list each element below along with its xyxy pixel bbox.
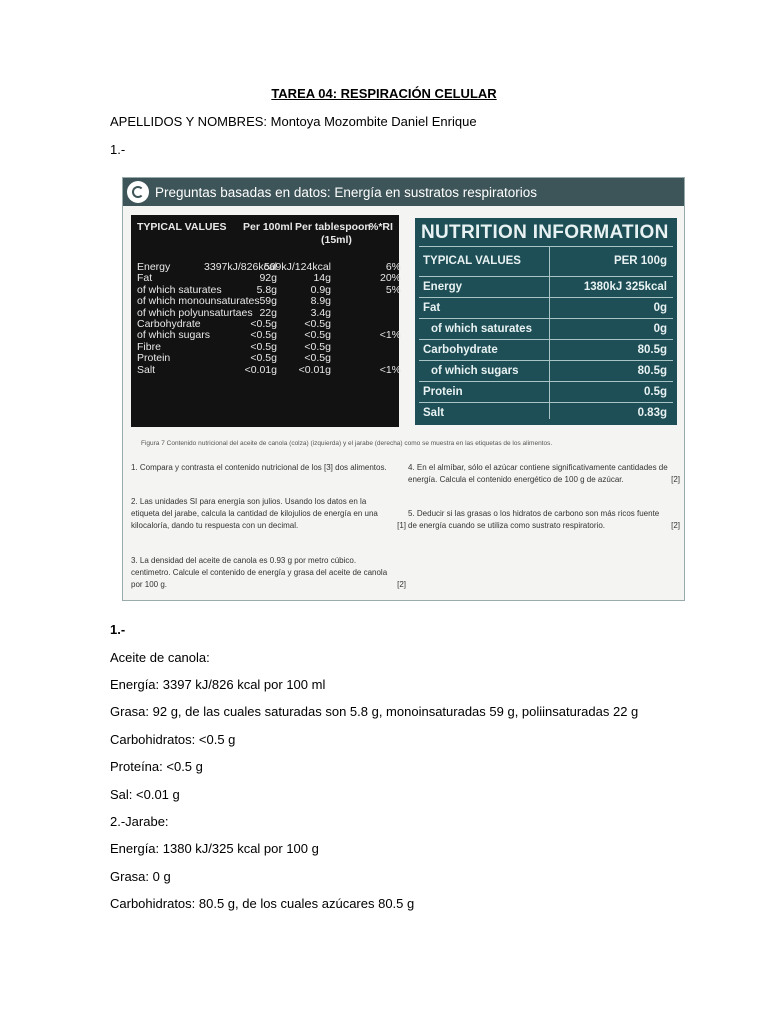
question-5 <box>408 508 680 532</box>
canola-cell: Salt <box>137 363 156 376</box>
syrup-cell-label: Salt <box>423 407 445 419</box>
canola-cell: Fat <box>137 272 153 285</box>
answer-line-2: Energía: 3397 kJ/826 kcal por 100 ml <box>110 677 326 692</box>
question-2 <box>131 496 406 532</box>
canola-cell: 0.9g <box>310 283 331 296</box>
figure-header <box>123 178 684 206</box>
question-4-mark: [2] <box>671 475 680 484</box>
syrup-row <box>419 339 673 361</box>
syrup-cell-value: 80.5g <box>637 365 667 377</box>
answer-line-7: 2.-Jarabe: <box>110 814 169 829</box>
syrup-row <box>419 318 673 340</box>
syrup-header-per-100g: PER 100g <box>613 255 667 267</box>
header-typical-values: TYPICAL VALUES <box>137 221 227 233</box>
canola-cell: 14g <box>313 272 331 285</box>
canola-cell: of which monounsaturates <box>137 295 260 308</box>
canola-cell: 6% <box>385 261 401 273</box>
nutrition-information-title: NUTRITION INFORMATION <box>421 222 669 243</box>
syrup-cell-value: 0g <box>653 323 667 335</box>
chart-icon <box>127 181 149 203</box>
answer-line-5: Proteína: <0.5 g <box>110 759 203 774</box>
answer-line-4: Carbohidratos: <0.5 g <box>110 732 236 747</box>
canola-label-rows <box>137 261 401 376</box>
answer-line-3: Grasa: 92 g, de las cuales saturadas son 5.8 g, monoinsaturadas 59 g, poliinsaturadas 22 g <box>110 704 639 719</box>
canola-cell: Protein <box>137 352 171 365</box>
canola-cell: <0.5g <box>304 317 331 330</box>
syrup-label-header-row <box>419 246 673 277</box>
canola-row <box>137 353 395 364</box>
syrup-cell-label: of which sugars <box>431 365 519 377</box>
canola-cell: of which saturates <box>137 283 222 296</box>
canola-cell: 8.9g <box>310 295 331 308</box>
syrup-cell-value: 0.5g <box>643 386 667 398</box>
answers-heading: 1.- <box>110 622 126 637</box>
syrup-cell-value: 0g <box>653 302 667 314</box>
syrup-cell-label: Energy <box>423 281 462 293</box>
syrup-cell-label: Protein <box>423 386 463 398</box>
canola-cell: <0.5g <box>250 329 277 342</box>
syrup-row <box>419 297 673 319</box>
student-name-line: APELLIDOS Y NOMBRES: Montoya Mozombite Daniel Enrique <box>110 114 477 129</box>
syrup-label <box>415 218 677 425</box>
syrup-row <box>419 381 673 403</box>
canola-cell: <0.5g <box>250 340 277 353</box>
syrup-cell-label: Fat <box>423 302 441 314</box>
question-2-text: 2. Las unidades SI para energía son julios. Usando los datos en la etiqueta del jarabe, calcula la cantidad de kilojulios de energía en una kilocaloría, dando tu respuesta con un decimal. <box>131 497 378 530</box>
question-5-mark: [2] <box>671 521 680 530</box>
item-number: 1.- <box>110 142 126 157</box>
question-3 <box>131 555 406 591</box>
question-1-text: 1. Compara y contrasta el contenido nutricional de los [3] dos alimentos. <box>131 463 387 472</box>
canola-cell: Energy <box>137 261 171 273</box>
canola-cell: Carbohydrate <box>137 317 201 330</box>
canola-cell: <0.5g <box>304 340 331 353</box>
syrup-cell-value: 0.83g <box>637 407 667 419</box>
syrup-row <box>419 276 673 298</box>
canola-cell: of which polyunsaturtaes <box>137 306 253 319</box>
canola-cell: 5.8g <box>256 283 277 296</box>
canola-cell: <0.01g <box>244 363 277 376</box>
question-5-text: 5. Deducir si las grasas o los hidratos de carbono son más ricos fuente de energía cuando se utiliza como sustrato respiratorio. <box>408 509 660 530</box>
question-4 <box>408 462 680 486</box>
syrup-header-typical-values: TYPICAL VALUES <box>423 255 521 267</box>
canola-cell: <1% <box>379 329 401 342</box>
canola-cell: 3.4g <box>310 306 331 319</box>
answer-line-1: Aceite de canola: <box>110 650 210 665</box>
canola-row <box>137 363 401 376</box>
nutrition-figure <box>122 177 685 601</box>
header-per-tablespoon: Per tablespoon <box>295 221 371 233</box>
canola-cell: <0.01g <box>298 363 331 376</box>
question-1 <box>131 462 396 474</box>
canola-cell: Fibre <box>137 340 161 353</box>
question-3-text: 3. La densidad del aceite de canola es 0.93 g por metro cúbico. centimetro. Calcule el contenido de energía y grasa del aceite de canola por 100 g. <box>131 556 388 589</box>
canola-row <box>137 296 395 307</box>
syrup-cell-label: of which saturates <box>431 323 532 335</box>
canola-cell: <0.5g <box>304 352 331 365</box>
canola-cell: 59g <box>259 295 277 308</box>
canola-cell: <0.5g <box>250 317 277 330</box>
figure-caption: Figura 7 Contenido nutricional del aceite de canola (colza) (izquierda) y el jarabe (derecha) como se muestra en las etiquetas de los alimentos. <box>141 440 553 447</box>
canola-cell: <0.5g <box>304 329 331 342</box>
header-per-100ml: Per 100ml <box>243 221 293 233</box>
canola-cell: 509kJ/124kcal <box>263 261 331 273</box>
canola-cell: <1% <box>379 363 401 376</box>
answer-line-10: Carbohidratos: 80.5 g, de los cuales azúcares 80.5 g <box>110 896 415 911</box>
header-15ml: (15ml) <box>321 234 352 246</box>
answer-line-8: Energía: 1380 kJ/325 kcal por 100 g <box>110 841 319 856</box>
canola-cell: 3397kJ/826kcal <box>204 261 277 273</box>
syrup-row <box>419 402 673 424</box>
canola-oil-label <box>131 215 399 427</box>
syrup-row <box>419 360 673 382</box>
answer-line-9: Grasa: 0 g <box>110 869 171 884</box>
figure-header-text: Preguntas basadas en datos: Energía en sustratos respiratorios <box>155 184 537 200</box>
syrup-cell-value: 1380kJ 325kcal <box>583 281 667 293</box>
canola-cell: of which sugars <box>137 329 210 342</box>
question-2-mark: [1] <box>397 521 406 530</box>
page-title: TAREA 04: RESPIRACIÓN CELULAR <box>271 86 497 101</box>
question-4-text: 4. En el almíbar, sólo el azúcar contiene significativamente cantidades de energía. Calcula el contenido energético de 100 g de azúcar. <box>408 463 668 484</box>
answer-line-6: Sal: <0.01 g <box>110 787 180 802</box>
question-3-mark: [2] <box>397 580 406 589</box>
canola-cell: <0.5g <box>250 352 277 365</box>
canola-cell: 22g <box>259 306 277 319</box>
canola-cell: 92g <box>259 272 277 285</box>
canola-cell: 5% <box>385 283 401 296</box>
syrup-cell-value: 80.5g <box>637 344 667 356</box>
syrup-cell-label: Carbohydrate <box>423 344 498 356</box>
header-ri: %*RI <box>369 221 393 233</box>
canola-cell: 20% <box>379 272 401 285</box>
